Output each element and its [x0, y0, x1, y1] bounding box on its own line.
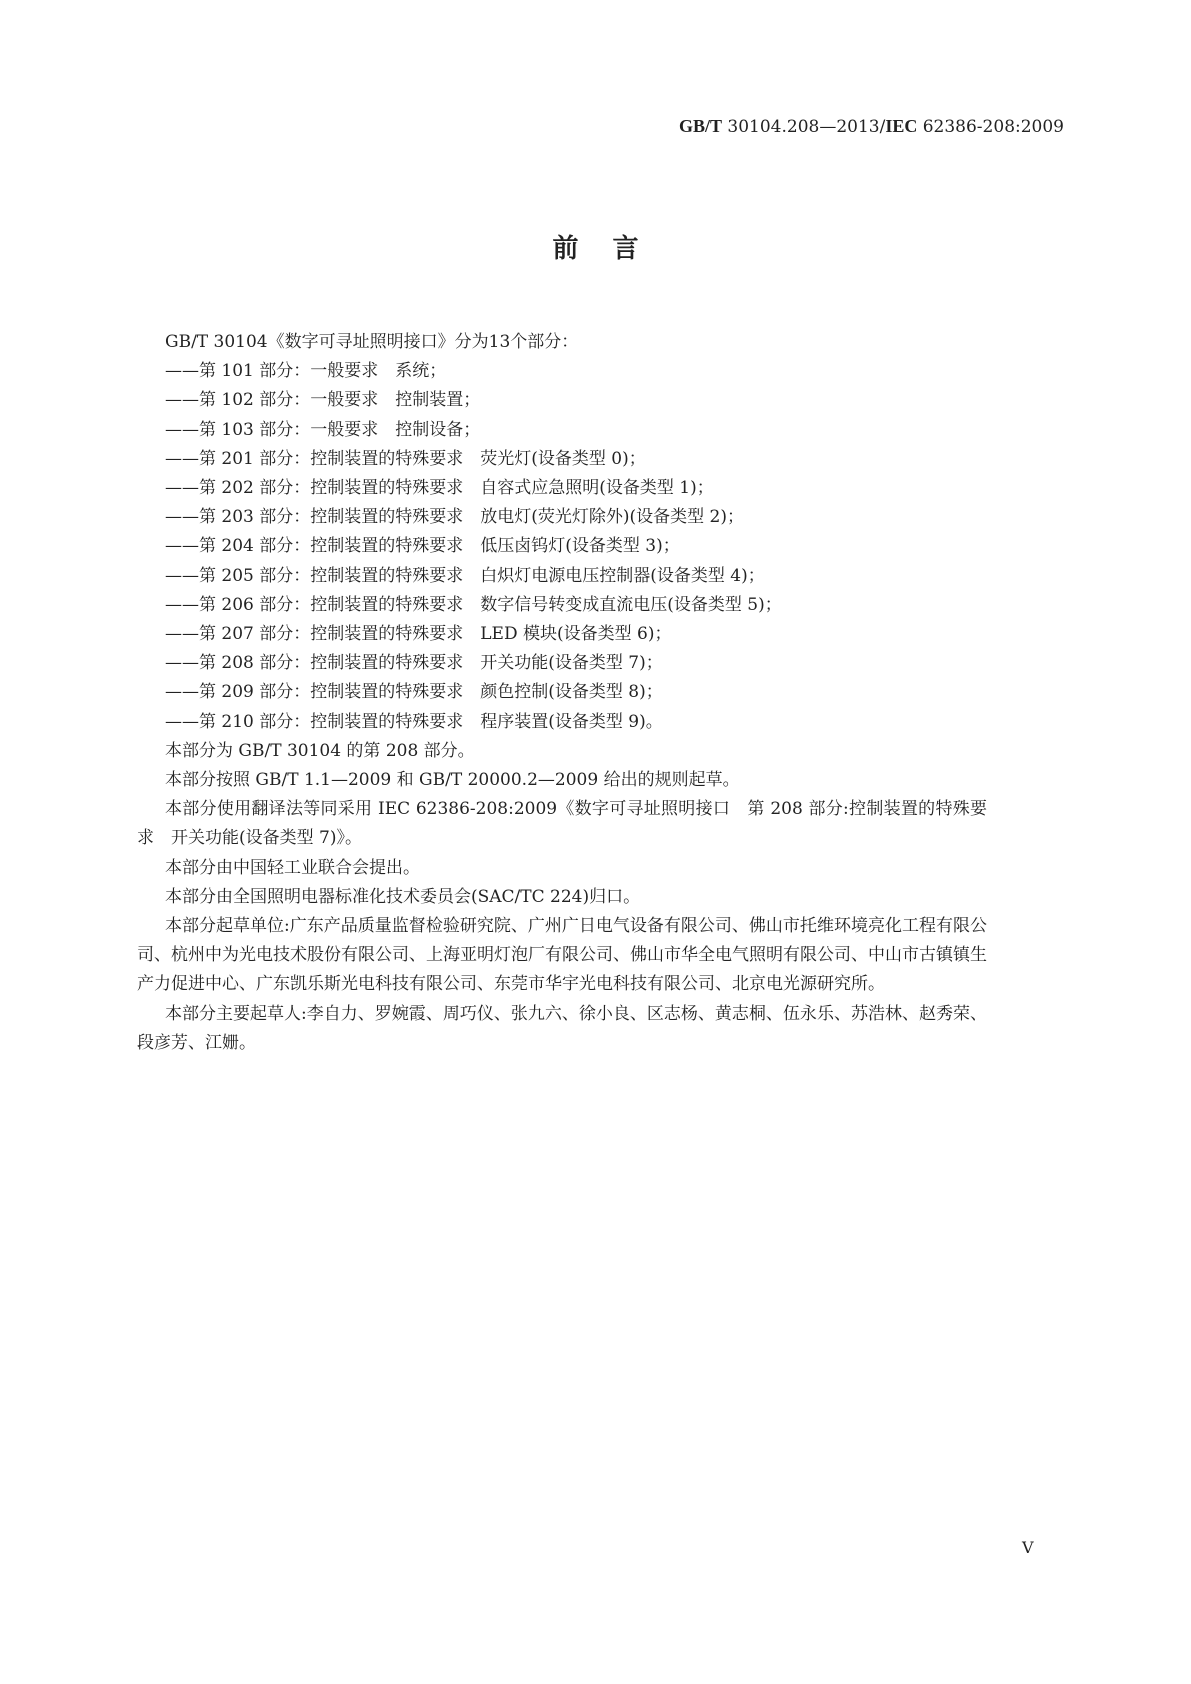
- iec-number: 62386-208:2009: [917, 117, 1064, 137]
- list-item: ——第 203 部分：控制装置的特殊要求 放电灯(荧光灯除外)(设备类型 2)；: [165, 507, 745, 528]
- paragraph: 本部分起草单位:广东产品质量监督检验研究院、广州广日电气设备有限公司、佛山市托维环境亮化工程有限公司、杭州中为光电技术股份有限公司、上海亚明灯泡厂有限公司、佛山市华全电气照明有限公司、中山市古镇镇生产力促进中心、广东凯乐斯光电科技有限公司、东莞市华宇光电科技有限公司、北京电光源研究所。: [137, 916, 987, 995]
- list-item: ——第 103 部分：一般要求 控制设备；: [165, 419, 481, 440]
- list-item: ——第 207 部分：控制装置的特殊要求 LED 模块(设备类型 6)；: [165, 624, 672, 645]
- list-item: ——第 202 部分：控制装置的特殊要求 自容式应急照明(设备类型 1)；: [165, 478, 714, 499]
- paragraph: 本部分按照 GB/T 1.1—2009 和 GB/T 20000.2—2009 给出的规则起草。: [165, 770, 740, 791]
- paragraph: 本部分主要起草人:李自力、罗婉霞、周巧仪、张九六、徐小良、区志杨、黄志桐、伍永乐、苏浩林、赵秀荣、段彦芳、江姗。: [137, 1003, 987, 1053]
- paragraph: 本部分为 GB/T 30104 的第 208 部分。: [165, 740, 475, 761]
- paragraph: 本部分由中国轻工业联合会提出。: [165, 857, 420, 878]
- list-item: ——第 206 部分：控制装置的特殊要求 数字信号转变成直流电压(设备类型 5)；: [165, 594, 782, 615]
- paragraph: 本部分由全国照明电器标准化技术委员会(SAC/TC 224)归口。: [165, 886, 641, 907]
- list-item: ——第 204 部分：控制装置的特殊要求 低压卤钨灯(设备类型 3)；: [165, 536, 680, 557]
- list-item: ——第 205 部分：控制装置的特殊要求 白炽灯电源电压控制器(设备类型 4)；: [165, 565, 765, 586]
- std-prefix: GB/T: [678, 116, 722, 136]
- std-number: 30104.208—2013/: [721, 117, 886, 137]
- page-number: V: [1022, 1538, 1034, 1557]
- list-item: ——第 102 部分：一般要求 控制装置；: [165, 390, 481, 411]
- paragraph: 本部分使用翻译法等同采用 IEC 62386-208:2009《数字可寻址照明接口 第 208 部分:控制装置的特殊要求 开关功能(设备类型 7)》。: [137, 799, 987, 849]
- iec-prefix: IEC: [885, 116, 918, 136]
- list-item: ——第 208 部分：控制装置的特殊要求 开关功能(设备类型 7)；: [165, 653, 663, 674]
- list-item: ——第 210 部分：控制装置的特殊要求 程序装置(设备类型 9)。: [165, 711, 663, 732]
- parts-list: [137, 357, 987, 737]
- intro-paragraph: GB/T 30104《数字可寻址照明接口》分为13个部分：: [165, 332, 579, 352]
- standard-number-header: [679, 116, 1064, 137]
- list-item: ——第 101 部分：一般要求 系统；: [165, 361, 447, 382]
- page-title: 前言: [552, 234, 673, 264]
- document-body: [137, 328, 987, 1058]
- list-item: ——第 201 部分：控制装置的特殊要求 荧光灯(设备类型 0)；: [165, 448, 646, 469]
- list-item: ——第 209 部分：控制装置的特殊要求 颜色控制(设备类型 8)；: [165, 682, 663, 703]
